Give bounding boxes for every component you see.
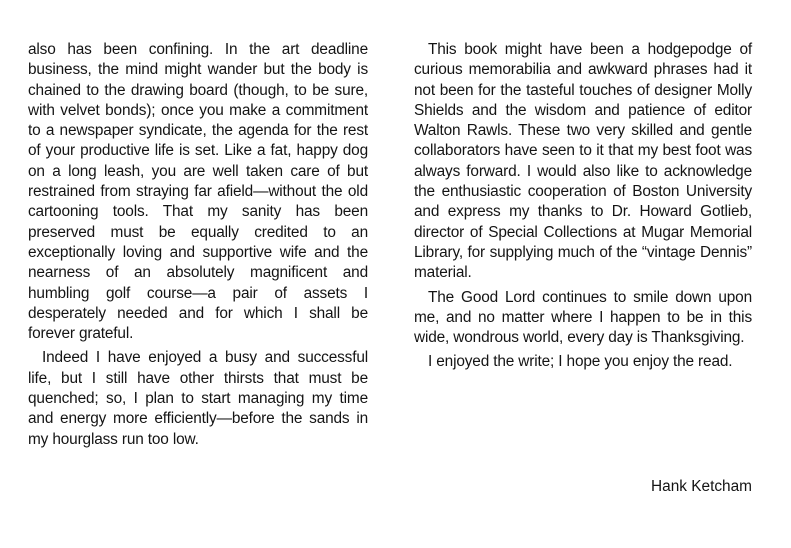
- paragraph-good-lord: The Good Lord continues to smile down upon me, and no matter where I happen to be in this wide, wondrous world, every day is Thanksgiving.: [414, 288, 752, 347]
- author-signature: Hank Ketcham: [651, 478, 752, 495]
- paragraph-busy-life: Indeed I have enjoyed a busy and successful life, but I still have other thirsts that must be quenched; so, I plan to start managing my time and energy more efficiently—before the sands in my hourglass run too low.: [28, 349, 368, 448]
- paragraph-closing: I enjoyed the write; I hope you enjoy the read.: [428, 353, 733, 371]
- right-column: [414, 40, 752, 373]
- left-column: [28, 40, 368, 450]
- paragraph-acknowledgements: This book might have been a hodgepodge of curious memorabilia and awkward phrases had it not been for the tasteful touches of designer Molly Shields and the wisdom and patience of editor Walton Rawls. These two very skilled and gentle collaborators have seen to it that my best foot was always forward. I would also like to acknowledge the enthusiastic cooperation of Boston University and express my thanks to Dr. Howard Gotlieb, director of Special Collections at Mugar Memorial Library, for supplying much of the “vintage Dennis” material.: [414, 41, 752, 282]
- paragraph-confining: also has been confining. In the art deadline business, the mind might wander but the body is chained to the drawing board (though, to be sure, with velvet bonds); once you make a commitment to a newspaper syndicate, the agenda for the rest of your productive life is set. Like a fat, happy dog on a long leash, you are well taken care of but restrained from straying far afield—without the old cartooning tools. That my sanity has been preserved must be equally credited to an exceptionally loving and supportive wife and the nearness of an absolutely magnificent and humbling golf course—a pair of assets I desperately needed and for which I shall be forever grateful.: [28, 41, 368, 343]
